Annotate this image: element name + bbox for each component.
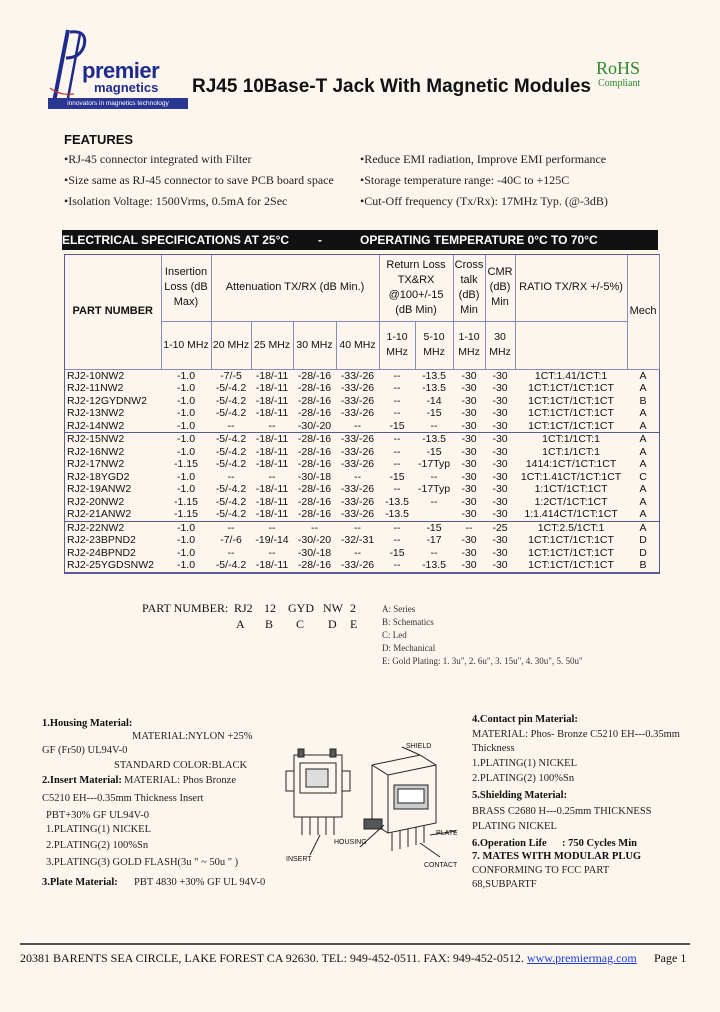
table-cell: -33/-26 xyxy=(340,407,375,419)
table-cell: -30 xyxy=(461,458,477,470)
table-cell: -- xyxy=(354,470,362,483)
shield-line-2: PLATING NICKEL xyxy=(472,821,557,832)
label-housing: HOUSING xyxy=(334,839,367,846)
table-cell: -30 xyxy=(461,433,477,445)
mates-line-1: 7. MATES WITH MODULAR PLUG xyxy=(472,851,642,862)
brand-tagline: innovators in magnetics technology xyxy=(48,98,188,109)
spec-band-dash: - xyxy=(318,233,322,247)
table-cell: -18/-11 xyxy=(255,382,289,394)
insert-line-1: MATERIAL: Phos Bronze xyxy=(124,775,236,786)
table-cell: -- xyxy=(430,546,438,559)
table-cell: -5/-4.2 xyxy=(211,508,251,521)
spec-band-right: OPERATING TEMPERATURE 0°C TO 70°C xyxy=(360,233,598,247)
table-cell: -33/-26 xyxy=(340,394,375,407)
table-cell: -30 xyxy=(485,559,515,572)
table-cell: -- xyxy=(268,546,276,559)
table-cell: -30 xyxy=(492,534,508,546)
feature-right-3: •Cut-Off frequency (Tx/Rx): 17MHz Typ. (@-3dB) xyxy=(360,194,608,208)
table-cell: -5/-4.2 xyxy=(215,495,247,508)
housing-heading: 1.Housing Material: xyxy=(42,718,133,729)
label-insert: INSERT xyxy=(286,856,312,863)
table-cell: -30/-18 xyxy=(297,470,332,483)
table-cell: -14 xyxy=(426,394,442,407)
table-cell: -30 xyxy=(461,483,477,495)
housing-line-2: GF (Fr50) UL94V-0 xyxy=(42,745,128,756)
table-row xyxy=(65,483,659,496)
part-number-cell: RJ2-10NW2 xyxy=(67,369,125,382)
table-cell: A xyxy=(639,458,647,470)
table-cell: -5/-4.2 xyxy=(215,407,247,419)
table-cell: -30 xyxy=(492,483,508,495)
part-number-cell: RJ2-22NW2 xyxy=(67,521,125,534)
freq-header: 1-10 MHz xyxy=(453,321,485,369)
ratio-freq-blank xyxy=(515,321,627,369)
table-cell: -30 xyxy=(461,407,477,419)
table-cell: -- xyxy=(393,394,401,407)
table-cell: -30 xyxy=(461,394,477,407)
col-return-loss: Return Loss TX&RX @100+/-15 (dB Min) xyxy=(379,255,453,321)
contact-line-2: Thickness xyxy=(472,743,515,754)
table-cell: -- xyxy=(465,521,473,534)
table-cell: A xyxy=(639,407,647,419)
table-cell: -30 xyxy=(492,433,508,445)
part-number-cell: RJ2-13NW2 xyxy=(67,407,125,419)
table-cell: -28/-16 xyxy=(297,458,332,470)
table-cell: A xyxy=(639,521,647,534)
table-cell: -30 xyxy=(485,508,515,521)
table-cell: -18/-11 xyxy=(251,508,293,521)
table-cell: -- xyxy=(211,420,251,433)
table-cell: -1.0 xyxy=(176,546,196,559)
table-cell: -30 xyxy=(461,495,477,508)
contact-heading: 4.Contact pin Material: xyxy=(472,714,578,725)
part-number-cell: RJ2-21ANW2 xyxy=(65,508,161,521)
table-cell: -5/-4.2 xyxy=(215,394,247,407)
part-number-label: PART NUMBER: xyxy=(142,601,229,615)
table-cell: -15 xyxy=(379,420,415,433)
table-cell: D xyxy=(639,534,647,546)
table-cell: -30 xyxy=(492,445,508,458)
table-cell: -- xyxy=(430,470,438,483)
footer-address-block xyxy=(20,951,637,966)
table-cell: -28/-16 xyxy=(293,559,336,572)
table-row xyxy=(65,521,659,534)
page-number: Page 1 xyxy=(654,951,687,965)
pn-code-a: RJ2 xyxy=(234,601,253,615)
feature-left-2: •Size same as RJ-45 connector to save PCB board space xyxy=(64,173,334,187)
table-cell: -18/-11 xyxy=(255,445,289,458)
freq-header: 40 MHz xyxy=(336,321,379,369)
freq-header: 30 MHz xyxy=(293,321,336,369)
table-row xyxy=(65,496,659,509)
table-cell: -- xyxy=(227,546,235,559)
table-cell: -1.0 xyxy=(176,445,196,458)
freq-header: 5-10 MHz xyxy=(415,321,453,369)
table-cell: -30 xyxy=(492,382,508,394)
table-cell: -15 xyxy=(389,546,405,559)
table-cell: A xyxy=(639,445,647,458)
table-cell: -30 xyxy=(492,369,508,382)
table-cell: -- xyxy=(393,407,401,419)
table-cell: -30 xyxy=(492,394,508,407)
table-cell: -- xyxy=(268,521,276,534)
part-number-cell: RJ2-17NW2 xyxy=(67,458,125,470)
table-cell: -15 xyxy=(426,407,442,419)
feature-left-3: •Isolation Voltage: 1500Vrms, 0.5mA for 2Sec xyxy=(64,194,288,208)
part-number-cell: RJ2-11NW2 xyxy=(67,382,124,394)
brand-name: premier xyxy=(82,58,160,83)
shield-line-1: BRASS C2680 H---0.25mm THICKNESS xyxy=(472,806,652,817)
table-cell: -15 xyxy=(389,470,405,483)
table-cell: -5/-4.2 xyxy=(215,433,247,445)
table-cell: -33/-26 xyxy=(340,369,375,382)
table-cell: -- xyxy=(354,521,362,534)
table-cell: -- xyxy=(336,420,379,433)
table-cell: -1.0 xyxy=(176,382,196,394)
part-number-cell: RJ2-19ANW2 xyxy=(67,483,132,495)
table-row xyxy=(65,508,659,521)
table-cell: -30 xyxy=(461,546,477,559)
table-cell: 1CT:1CT/1CT:1CT xyxy=(528,382,614,394)
table-cell: -- xyxy=(393,483,401,495)
table-cell: -33/-26 xyxy=(340,495,375,508)
col-ratio: RATIO TX/RX +/-5%) xyxy=(515,255,627,321)
table-cell: -15 xyxy=(426,521,442,534)
table-cell: -13.5 xyxy=(422,382,446,394)
table-cell: -- xyxy=(430,495,438,508)
table-cell: -18/-11 xyxy=(255,458,289,470)
table-cell: -33/-26 xyxy=(340,458,375,470)
table-row xyxy=(65,471,659,484)
rohs-badge: RoHS xyxy=(596,58,641,78)
table-cell: -28/-16 xyxy=(297,407,332,419)
mates-line-3: 68,SUBPARTF xyxy=(472,879,537,890)
table-cell: -18/-11 xyxy=(255,369,289,382)
table-cell: -13.5 xyxy=(415,559,453,572)
contact-line-3: 1.PLATING(1) NICKEL xyxy=(472,758,577,769)
table-cell: -18/-11 xyxy=(255,407,289,419)
table-cell: -1.15 xyxy=(174,495,198,508)
life-value: : 750 Cycles Min xyxy=(562,838,637,849)
table-row xyxy=(65,458,659,471)
label-plate: PLATE xyxy=(436,830,458,837)
table-cell: -28/-16 xyxy=(297,445,332,458)
table-cell: -5/-4.2 xyxy=(215,458,247,470)
table-cell: -30/-20 xyxy=(293,420,336,433)
table-cell: -28/-16 xyxy=(293,508,336,521)
plate-line-1: PBT 4830 +30% GF UL 94V-0 xyxy=(134,877,266,888)
table-cell: -17Typ xyxy=(417,483,451,495)
table-cell: -18/-11 xyxy=(255,495,289,508)
table-row xyxy=(65,446,659,459)
footer-divider xyxy=(20,943,690,945)
rohs-compliant: Compliant xyxy=(598,78,641,89)
insert-line-3: PBT+30% GF UL94V-0 xyxy=(46,810,149,821)
table-cell: -13.5 xyxy=(385,495,409,508)
table-cell: -1.0 xyxy=(176,483,196,495)
table-row xyxy=(65,433,659,446)
spec-table xyxy=(64,254,660,574)
table-cell: -30 xyxy=(492,407,508,419)
table-cell: -33/-26 xyxy=(340,433,375,445)
table-cell: -7/-5 xyxy=(220,369,242,382)
table-cell: -- xyxy=(393,369,401,382)
pn-code-d: NW xyxy=(323,601,343,615)
insert-line-4: 1.PLATING(1) NICKEL xyxy=(46,824,151,835)
table-cell: -1.0 xyxy=(161,420,211,433)
table-cell: -1.0 xyxy=(176,433,196,445)
table-cell: -28/-16 xyxy=(297,495,332,508)
part-number-cell: RJ2-12GYDNW2 xyxy=(67,394,147,407)
insert-line-2: C5210 EH---0.35mm Thickness Insert xyxy=(42,793,204,804)
pn-legend-c: C: Led xyxy=(382,630,407,640)
shield-heading: 5.Shielding Material: xyxy=(472,790,568,801)
table-cell: -30/-20 xyxy=(297,534,332,546)
table-cell: 1CT:1CT/1CT:1CT xyxy=(528,546,614,559)
insert-heading: 2.Insert Material: xyxy=(42,775,122,786)
freq-header: 1-10 MHz xyxy=(379,321,415,369)
table-cell: -15 xyxy=(426,445,442,458)
table-cell: -33/-26 xyxy=(336,508,379,521)
table-cell: -33/-26 xyxy=(336,559,379,572)
table-row xyxy=(65,395,659,408)
col-cross-talk: Cross talk (dB) Min xyxy=(453,255,485,321)
table-cell: -30 xyxy=(492,495,508,508)
table-cell: -30/-18 xyxy=(297,546,332,559)
table-cell: -18/-11 xyxy=(255,433,289,445)
pn-letter-a: A xyxy=(236,617,245,631)
table-cell: -32/-31 xyxy=(340,534,375,546)
table-cell: 1CT:1.41CT/1CT:1CT xyxy=(520,470,622,483)
pn-letter-c: C xyxy=(296,617,305,631)
table-cell: -19/-14 xyxy=(255,534,289,546)
table-cell: 1CT:1/1CT:1 xyxy=(542,445,600,458)
table-cell: -- xyxy=(251,420,293,433)
table-cell: 1:1CT/1CT:1CT xyxy=(534,483,608,495)
table-cell: -30 xyxy=(461,470,477,483)
table-cell: -5/-4.2 xyxy=(215,483,247,495)
table-cell: -33/-26 xyxy=(340,445,375,458)
part-number-cell: RJ2-20NW2 xyxy=(67,495,125,508)
table-cell: A xyxy=(639,382,647,394)
pn-legend-a: A: Series xyxy=(382,604,416,614)
document-title: RJ45 10Base-T Jack With Magnetic Modules xyxy=(192,76,591,97)
table-row xyxy=(65,547,659,560)
table-cell: -5/-4.2 xyxy=(215,382,247,394)
table-cell: -30 xyxy=(453,508,485,521)
spec-band xyxy=(62,230,658,250)
table-cell: -33/-26 xyxy=(340,382,375,394)
table-cell: -- xyxy=(393,534,401,546)
table-cell: A xyxy=(627,420,659,433)
table-cell: -30 xyxy=(461,369,477,382)
insert-line-5: 2.PLATING(2) 100%Sn xyxy=(46,840,149,851)
table-cell: -28/-16 xyxy=(297,394,332,407)
table-cell: -1.0 xyxy=(176,369,196,382)
freq-header: 20 MHz xyxy=(211,321,251,369)
table-cell: 1CT:1CT/1CT:1CT xyxy=(528,394,614,407)
table-cell: -25 xyxy=(492,521,508,534)
plate-heading: 3.Plate Material: xyxy=(42,877,118,888)
table-cell: -- xyxy=(354,546,362,559)
table-cell: -- xyxy=(393,521,401,534)
table-cell: A xyxy=(627,508,659,521)
label-contact: CONTACT xyxy=(424,862,458,869)
table-cell: -1.0 xyxy=(176,521,196,534)
table-cell: -- xyxy=(227,521,235,534)
spec-band-left: ELECTRICAL SPECIFICATIONS AT 25°C xyxy=(62,233,290,247)
table-cell: -1.0 xyxy=(176,394,196,407)
table-cell: A xyxy=(639,495,647,508)
insert-line-6: 3.PLATING(3) GOLD FLASH(3u " ~ 50u " ) xyxy=(46,857,239,868)
jack-assembly-drawing xyxy=(280,735,466,865)
table-cell: -- xyxy=(415,420,453,433)
table-cell: B xyxy=(627,559,659,572)
table-cell: -5/-4.2 xyxy=(211,559,251,572)
table-cell: C xyxy=(639,470,647,483)
table-row xyxy=(65,534,659,547)
table-cell: -28/-16 xyxy=(297,433,332,445)
table-cell: -30 xyxy=(461,534,477,546)
mates-line-2: CONFORMING TO FCC PART xyxy=(472,865,610,876)
table-cell: 1CT:1CT/1CT:1CT xyxy=(515,559,627,572)
part-number-cell: RJ2-23BPND2 xyxy=(67,534,136,546)
table-cell: -1.0 xyxy=(176,407,196,419)
table-cell: 1CT:1.41/1CT:1 xyxy=(534,369,608,382)
col-mech: Mech xyxy=(627,255,659,369)
freq-header: 25 MHz xyxy=(251,321,293,369)
table-cell: -30 xyxy=(492,458,508,470)
table-cell: -28/-16 xyxy=(297,382,332,394)
table-cell: 1414:1CT/1CT:1CT xyxy=(525,458,617,470)
feature-left-1: •RJ-45 connector integrated with Filter xyxy=(64,152,252,166)
pn-letter-e: E xyxy=(350,617,358,631)
footer-website-link[interactable]: www.premiermag.com xyxy=(526,951,637,965)
table-cell: -30 xyxy=(492,546,508,559)
pn-letter-b: B xyxy=(265,617,274,631)
pn-code-c: GYD xyxy=(288,601,314,615)
table-cell: 1CT:1CT/1CT:1CT xyxy=(528,534,614,546)
table-row xyxy=(65,420,659,433)
table-cell: -- xyxy=(379,559,415,572)
table-cell: -1.0 xyxy=(161,559,211,572)
col-cmr: CMR (dB) Min xyxy=(485,255,515,321)
housing-line-3: STANDARD COLOR:BLACK xyxy=(114,760,248,771)
table-cell: -- xyxy=(311,521,318,534)
footer-address: 20381 BARENTS SEA CIRCLE, LAKE FOREST CA 92630. TEL: 949-452-0511. FAX: 949-452-0512. xyxy=(20,951,524,965)
table-cell: D xyxy=(639,546,647,559)
freq-header: 1-10 MHz xyxy=(161,321,211,369)
table-cell: B xyxy=(639,394,647,407)
part-number-cell: RJ2-24BPND2 xyxy=(67,546,136,559)
feature-right-1: •Reduce EMI radiation, Improve EMI performance xyxy=(360,152,607,166)
table-cell: -17Typ xyxy=(417,458,451,470)
table-cell: -30 xyxy=(453,559,485,572)
table-cell: 1CT:1CT/1CT:1CT xyxy=(515,420,627,433)
table-cell: -18/-11 xyxy=(255,394,289,407)
table-cell: -18/-11 xyxy=(255,483,289,495)
table-cell: -18/-11 xyxy=(251,559,293,572)
pn-legend-e: E: Gold Plating: 1. 3u", 2. 6u", 3. 15u", 4. 30u", 5. 50u" xyxy=(382,656,583,666)
table-cell: -- xyxy=(393,433,401,445)
table-cell: A xyxy=(639,483,647,495)
table-cell: -- xyxy=(268,470,276,483)
part-number-cell: RJ2-16NW2 xyxy=(67,445,125,458)
brand-sub: magnetics xyxy=(94,80,159,95)
pn-letter-d: D xyxy=(328,617,337,631)
part-number-cell: RJ2-18YGD2 xyxy=(67,470,130,483)
table-cell xyxy=(415,508,453,521)
table-cell: -13.5 xyxy=(422,433,446,445)
table-row xyxy=(65,559,659,572)
table-cell: 1CT:1CT/1CT:1CT xyxy=(528,407,614,419)
part-number-cell: RJ2-15NW2 xyxy=(67,433,125,445)
table-row xyxy=(65,369,659,382)
life-heading: 6.Operation Life xyxy=(472,838,547,849)
table-cell: -28/-16 xyxy=(297,483,332,495)
pn-legend-d: D: Mechanical xyxy=(382,643,436,653)
table-cell: A xyxy=(639,433,647,445)
pn-legend-b: B: Schematics xyxy=(382,617,434,627)
table-cell: -7/-6 xyxy=(220,534,242,546)
table-cell: -33/-26 xyxy=(340,483,375,495)
table-cell: 1:1.414CT/1CT:1CT xyxy=(515,508,627,521)
table-cell: -17 xyxy=(426,534,442,546)
table-cell: -30 xyxy=(453,420,485,433)
table-cell: -30 xyxy=(461,382,477,394)
freq-header: 30 MHz xyxy=(485,321,515,369)
col-attenuation: Attenuation TX/RX (dB Min.) xyxy=(211,255,379,321)
table-row xyxy=(65,407,659,420)
table-cell: -1.15 xyxy=(161,508,211,521)
col-insertion-loss: Insertion Loss (dB Max) xyxy=(161,255,211,321)
table-cell: -5/-4.2 xyxy=(215,445,247,458)
table-cell: -- xyxy=(393,445,401,458)
table-cell: -30 xyxy=(461,445,477,458)
table-cell: -1.0 xyxy=(176,534,196,546)
table-cell: -- xyxy=(393,382,401,394)
pn-code-e: 2 xyxy=(350,601,356,615)
table-cell: -13.5 xyxy=(422,369,446,382)
table-cell: 1CT:1/1CT:1 xyxy=(542,433,600,445)
contact-line-4: 2.PLATING(2) 100%Sn xyxy=(472,773,575,784)
table-cell: -- xyxy=(227,470,235,483)
table-cell: 1CT:2.5/1CT:1 xyxy=(537,521,605,534)
features-heading: FEATURES xyxy=(64,132,134,147)
part-number-cell: RJ2-25YGDSNW2 xyxy=(65,559,161,572)
housing-line-1: MATERIAL:NYLON +25% xyxy=(132,731,253,742)
table-cell: 1:2CT/1CT:1CT xyxy=(534,495,608,508)
table-cell: -28/-16 xyxy=(297,369,332,382)
table-cell: -30 xyxy=(492,470,508,483)
part-number-cell: RJ2-14NW2 xyxy=(65,420,161,433)
label-shield: SHIELD xyxy=(406,743,432,750)
table-cell: -1.15 xyxy=(174,458,198,470)
table-cell: -13.5 xyxy=(379,508,415,521)
table-cell: -- xyxy=(393,458,401,470)
table-cell: A xyxy=(639,369,647,382)
table-cell: -1.0 xyxy=(176,470,196,483)
feature-right-2: •Storage temperature range: -40C to +125C xyxy=(360,173,570,187)
contact-line-1: MATERIAL: Phos- Bronze C5210 EH---0.35mm xyxy=(472,729,680,740)
table-row xyxy=(65,382,659,395)
pn-code-b: 12 xyxy=(264,601,276,615)
col-part-number: PART NUMBER xyxy=(65,255,161,369)
table-cell: -30 xyxy=(485,420,515,433)
